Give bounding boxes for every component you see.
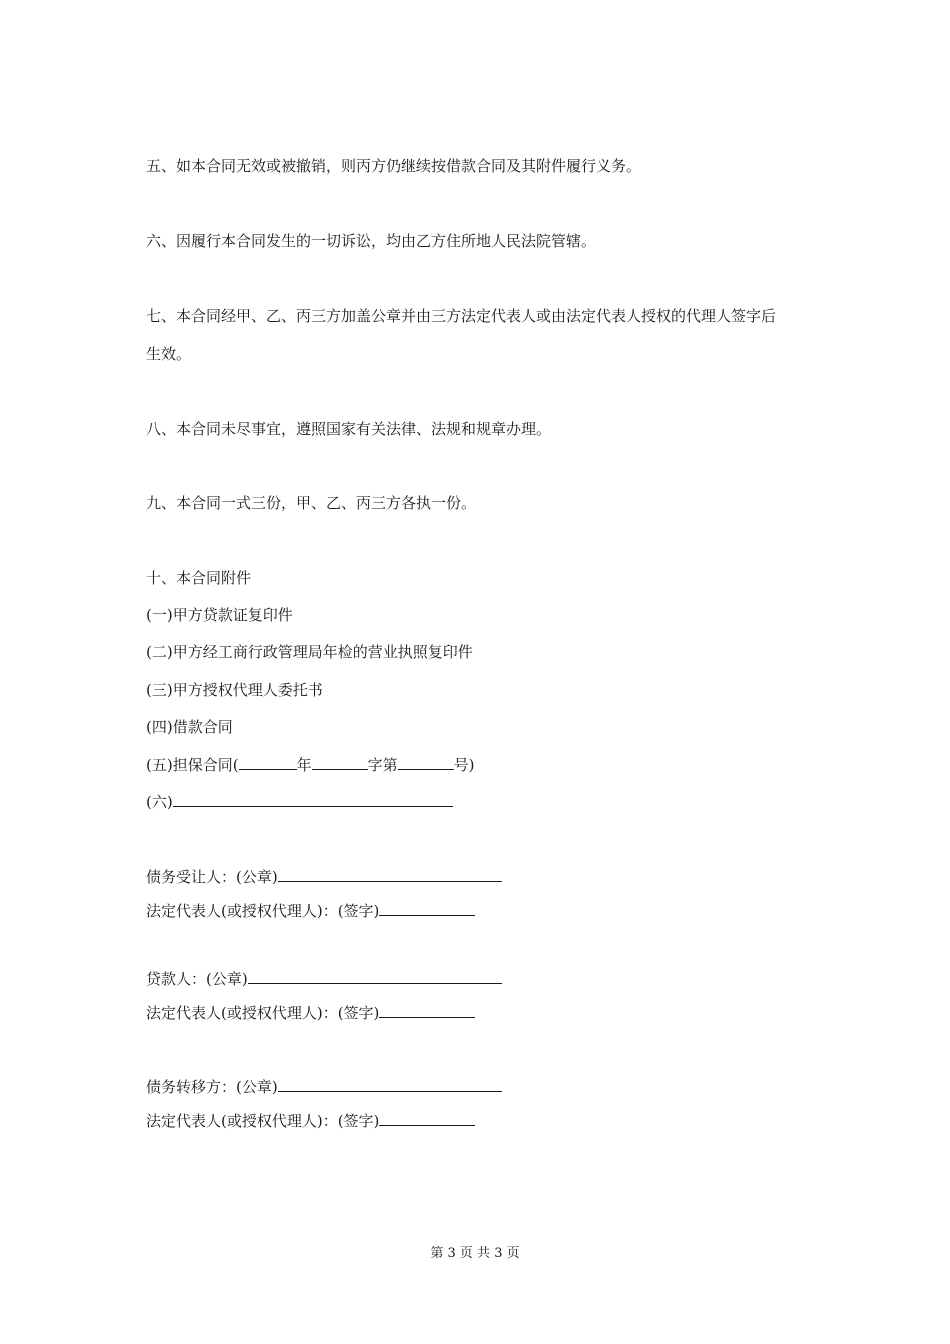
clause-10-heading: 十、本合同附件 bbox=[146, 569, 252, 587]
debtor-assignee-label: 债务受让人：(公章) bbox=[146, 868, 278, 886]
zi-label: 字第 bbox=[367, 756, 398, 774]
rep-signature-2 bbox=[146, 1003, 475, 1023]
year-label: 年 bbox=[296, 756, 312, 774]
clause-6: 六、因履行本合同发生的一切诉讼，均由乙方住所地人民法院管辖。 bbox=[146, 232, 597, 250]
attachment-1: (一)甲方贷款证复印件 bbox=[146, 606, 293, 624]
attachment-4: (四)借款合同 bbox=[146, 718, 233, 736]
page-footer: 第 3 页 共 3 页 bbox=[430, 1246, 520, 1261]
lender-label: 贷款人：(公章) bbox=[146, 970, 248, 988]
rep-signature-1-label: 法定代表人(或授权代理人)：(签字) bbox=[146, 902, 380, 920]
rep-signature-1 bbox=[146, 901, 475, 921]
debtor-assignee-blank bbox=[278, 867, 502, 882]
attachment-6-prefix: (六) bbox=[146, 793, 173, 811]
debtor-transferor-blank bbox=[278, 1077, 502, 1092]
attachment-5-prefix: (五)担保合同( bbox=[146, 756, 239, 774]
rep-signature-2-blank bbox=[379, 1003, 475, 1018]
attachment-3: (三)甲方授权代理人委托书 bbox=[146, 681, 323, 699]
rep-signature-2-label: 法定代表人(或授权代理人)：(签字) bbox=[146, 1004, 380, 1022]
rep-signature-1-blank bbox=[379, 901, 475, 916]
debtor-assignee-seal bbox=[146, 867, 502, 887]
attachment-5 bbox=[146, 755, 474, 775]
clause-7-line-2: 生效。 bbox=[146, 345, 192, 363]
attachment-6 bbox=[146, 792, 453, 812]
lender-blank bbox=[248, 969, 502, 984]
hao-label: 号) bbox=[453, 756, 475, 774]
debtor-transferor-seal bbox=[146, 1077, 502, 1097]
zi-blank bbox=[312, 755, 368, 770]
rep-signature-3-label: 法定代表人(或授权代理人)：(签字) bbox=[146, 1112, 380, 1130]
number-blank bbox=[398, 755, 454, 770]
lender-seal bbox=[146, 969, 502, 989]
clause-5: 五、如本合同无效或被撤销，则丙方仍继续按借款合同及其附件履行义务。 bbox=[146, 157, 642, 175]
clause-8: 八、本合同未尽事宜，遵照国家有关法律、法规和规章办理。 bbox=[146, 420, 552, 438]
year-blank bbox=[239, 755, 297, 770]
attachment-2: (二)甲方经工商行政管理局年检的营业执照复印件 bbox=[146, 643, 473, 661]
debtor-transferor-label: 债务转移方：(公章) bbox=[146, 1078, 278, 1096]
rep-signature-3 bbox=[146, 1111, 475, 1131]
rep-signature-3-blank bbox=[379, 1111, 475, 1126]
clause-9: 九、本合同一式三份，甲、乙、丙三方各执一份。 bbox=[146, 494, 477, 512]
attachment-6-blank bbox=[173, 792, 453, 807]
clause-7-line-1: 七、本合同经甲、乙、丙三方加盖公章并由三方法定代表人或由法定代表人授权的代理人签字后 bbox=[146, 307, 777, 325]
